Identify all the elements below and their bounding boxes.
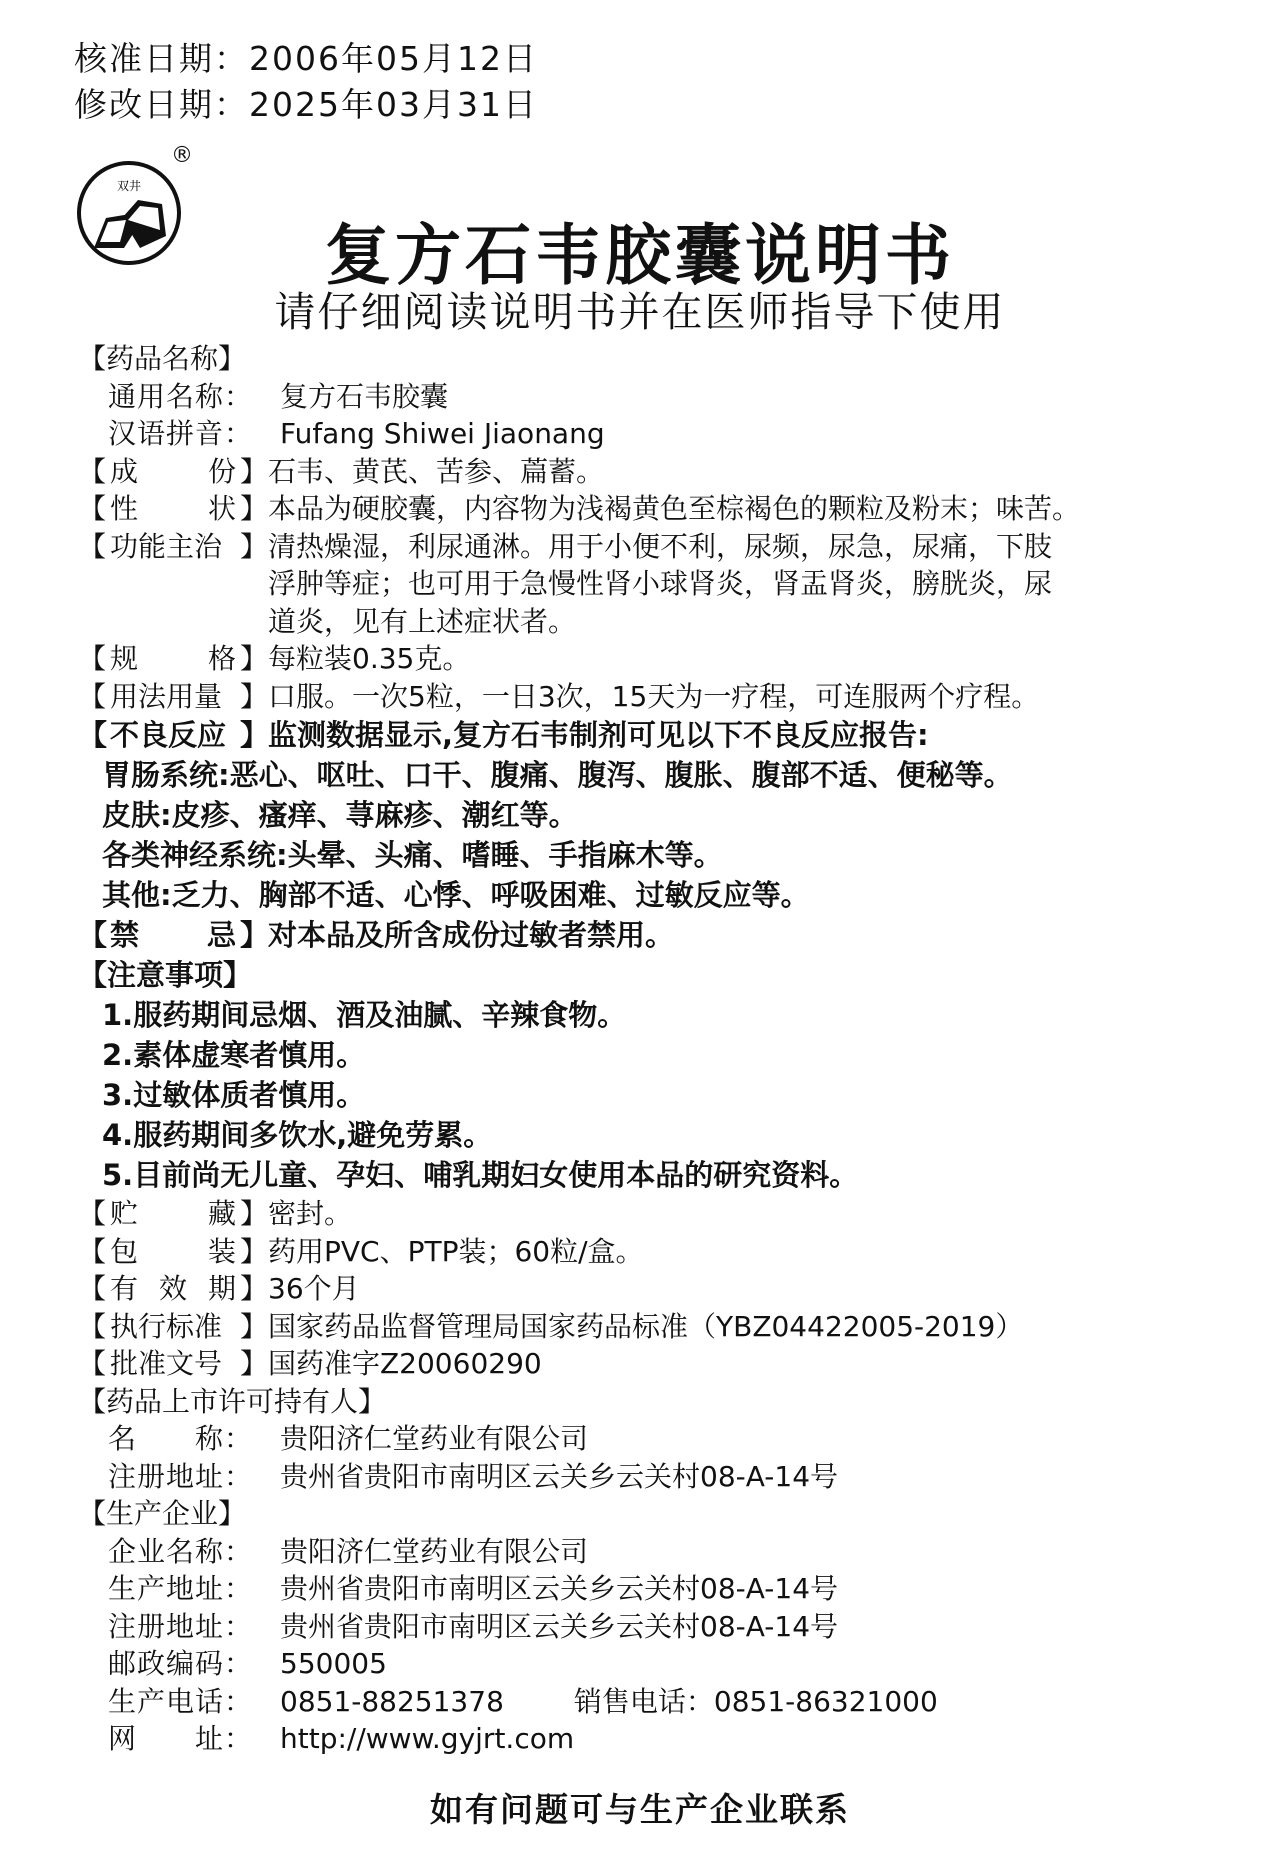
- leaflet-body: [78, 340, 1218, 1758]
- production-address-row: [78, 1570, 1218, 1608]
- section-specification: [78, 640, 1218, 678]
- adverse-item: 胃肠系统:恶心、呕吐、口干、腹痛、腹泻、腹胀、腹部不适、便秘等。: [102, 758, 1013, 792]
- mah-name-row: [78, 1420, 1218, 1458]
- section-label: 【注意事项】: [78, 958, 253, 992]
- section-label: 【 性 状 】: [78, 492, 269, 525]
- postcode-value: 550005: [280, 1647, 387, 1680]
- adverse-item: 皮肤:皮疹、瘙痒、荨麻疹、潮红等。: [102, 798, 578, 832]
- description-value: 本品为硬胶囊，内容物为浅褐黄色至棕褐色的颗粒及粉末；味苦。: [268, 492, 1081, 525]
- section-label: 【 有 效 期 】: [78, 1272, 269, 1305]
- pinyin-value: Fufang Shiwei Jiaonang: [280, 417, 605, 450]
- adverse-intro: 监测数据显示,复方石韦制剂可见以下不良反应报告:: [268, 718, 929, 752]
- logo-text: 双井: [116, 179, 142, 193]
- pinyin-label: 汉语拼音：: [108, 417, 254, 450]
- section-label: 【 贮 藏 】: [78, 1197, 269, 1230]
- section-label: 【 执行标准 】: [78, 1309, 269, 1343]
- indications-line: 清热燥湿，利尿通淋。用于小便不利，尿频，尿急，尿痛，下肢: [268, 529, 1053, 563]
- section-mah: [78, 1383, 1218, 1421]
- section-label: 【 用法用量 】: [78, 679, 269, 713]
- section-label: 【 功能主治 】: [78, 529, 269, 563]
- approval-date: 核准日期：2006年05月12日: [74, 39, 538, 78]
- indications-line: 浮肿等症；也可用于急慢性肾小球肾炎，肾盂肾炎，膀胱炎，尿: [268, 567, 1053, 600]
- phone-value: 0851-88251378: [280, 1684, 504, 1718]
- section-description: [78, 490, 1218, 528]
- mah-name-label: 名 称：: [108, 1422, 254, 1455]
- pinyin-row: [78, 415, 1218, 453]
- specification-value: 每粒装0.35克。: [268, 642, 471, 675]
- postcode-row: [78, 1645, 1218, 1683]
- document-subtitle: 请仔细阅读说明书并在医师指导下使用: [274, 288, 1006, 336]
- production-address-value: 贵州省贵阳市南明区云关乡云关村08-A-14号: [280, 1572, 839, 1605]
- manufacturer-name-row: [78, 1533, 1218, 1571]
- document-title: 复方石韦胶囊说明书: [325, 217, 955, 294]
- section-approval-number: [78, 1345, 1218, 1383]
- storage-value: 密封。: [268, 1197, 353, 1230]
- postcode-label: 邮政编码：: [108, 1647, 254, 1680]
- section-standard: [78, 1308, 1218, 1346]
- section-label: 【 规 格 】: [78, 642, 269, 675]
- section-dosage: [78, 678, 1218, 716]
- section-drug-name: [78, 340, 1218, 378]
- section-indications: [78, 528, 1218, 641]
- dosage-value: 口服。一次5粒，一日3次，15天为一疗程，可连服两个疗程。: [268, 679, 1040, 713]
- section-label: 【 成 份 】: [78, 454, 269, 488]
- precaution-item: 4.服药期间多饮水,避免劳累。: [102, 1118, 493, 1152]
- section-label: 【 不良反应 】: [78, 718, 270, 752]
- generic-name-value: 复方石韦胶囊: [280, 379, 449, 413]
- section-label: 【药品上市许可持有人】: [78, 1384, 387, 1418]
- composition-value: 石韦、黄芪、苦参、萹蓄。: [268, 454, 605, 488]
- section-label: 【药品名称】: [78, 342, 247, 375]
- manufacturer-name-value: 贵阳济仁堂药业有限公司: [280, 1534, 589, 1568]
- contraindications-value: 对本品及所含成份过敏者禁用。: [268, 918, 675, 952]
- mah-address-value: 贵州省贵阳市南明区云关乡云关村08-A-14号: [280, 1459, 839, 1493]
- section-label: 【 禁 忌 】: [78, 918, 270, 952]
- registered-address-label: 注册地址：: [108, 1609, 254, 1643]
- section-manufacturer: [78, 1495, 1218, 1533]
- section-contraindications: [78, 915, 1218, 955]
- precaution-item: 2.素体虚寒者慎用。: [102, 1038, 366, 1072]
- section-package: [78, 1233, 1218, 1271]
- package-value: 药用PVC、PTP装；60粒/盒。: [268, 1234, 644, 1268]
- section-adverse-reactions: [78, 715, 1218, 755]
- phone-label: 生产电话：: [108, 1684, 254, 1718]
- website-value: http://www.gyjrt.com: [280, 1722, 575, 1755]
- mah-address-row: [78, 1458, 1218, 1496]
- precaution-item: 1.服药期间忌烟、酒及油腻、辛辣食物。: [102, 998, 627, 1032]
- section-precautions: [78, 955, 1218, 995]
- date-block: [74, 36, 538, 128]
- website-label: 网 址：: [108, 1722, 254, 1755]
- adverse-item: 其他:乏力、胸部不适、心悸、呼吸困难、过敏反应等。: [102, 878, 810, 912]
- production-address-label: 生产地址：: [108, 1572, 254, 1605]
- registered-address-row: [78, 1608, 1218, 1646]
- section-composition: [78, 453, 1218, 491]
- indications-line: 道炎，见有上述症状者。: [268, 604, 577, 638]
- section-label: 【 批准文号 】: [78, 1347, 269, 1380]
- precaution-item: 5.目前尚无儿童、孕妇、哺乳期妇女使用本品的研究资料。: [102, 1158, 859, 1192]
- indications-value: [268, 528, 1218, 641]
- validity-value: 36个月: [268, 1272, 360, 1305]
- manufacturer-name-label: 企业名称：: [108, 1534, 254, 1568]
- generic-name-label: 通用名称：: [108, 379, 254, 413]
- mah-address-label: 注册地址：: [108, 1459, 254, 1493]
- precaution-item: 3.过敏体质者慎用。: [102, 1078, 366, 1112]
- mah-name-value: 贵阳济仁堂药业有限公司: [280, 1422, 589, 1455]
- registered-address-value: 贵州省贵阳市南明区云关乡云关村08-A-14号: [280, 1609, 839, 1643]
- generic-name-row: [78, 378, 1218, 416]
- section-label: 【生产企业】: [78, 1497, 247, 1530]
- website-row: [78, 1720, 1218, 1758]
- section-validity: [78, 1270, 1218, 1308]
- sales-phone: 销售电话：0851-86321000: [573, 1684, 938, 1718]
- revision-date: 修改日期：2025年03月31日: [74, 85, 538, 124]
- approval-number-value: 国药准字Z20060290: [268, 1347, 542, 1380]
- section-label: 【 包 装 】: [78, 1234, 269, 1268]
- registered-mark: ®: [171, 143, 193, 168]
- adverse-item: 各类神经系统:头晕、头痛、嗜睡、手指麻木等。: [102, 838, 723, 872]
- standard-value: 国家药品监督管理局国家药品标准（YBZ04422005-2019）: [268, 1309, 1024, 1343]
- phone-row: [78, 1683, 1218, 1721]
- section-storage: [78, 1195, 1218, 1233]
- footer-note: 如有问题可与生产企业联系: [430, 1790, 850, 1829]
